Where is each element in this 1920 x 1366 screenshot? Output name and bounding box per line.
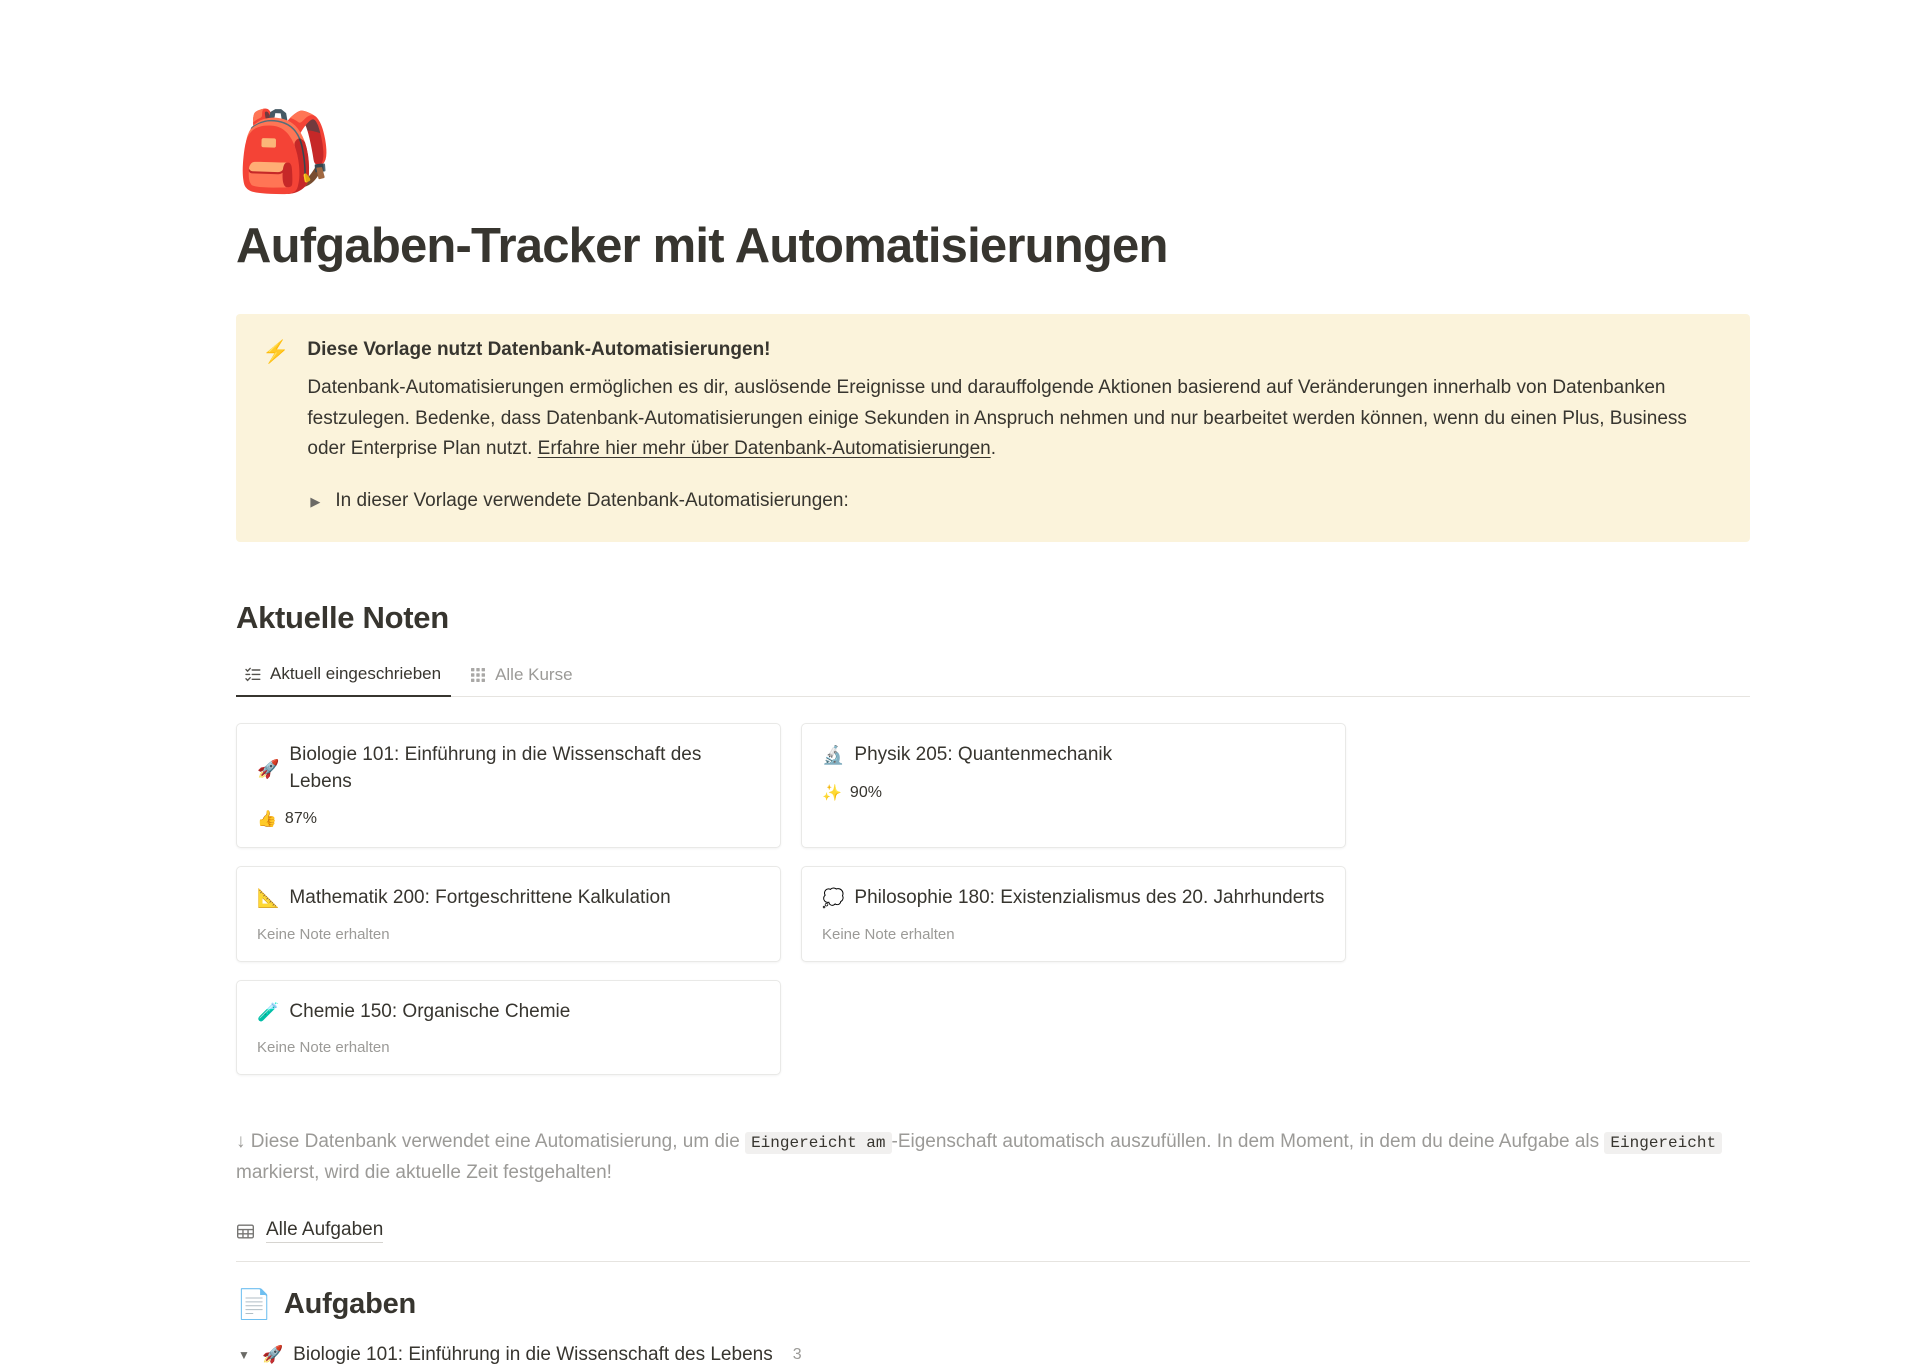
- automation-hint-part3: markierst, wird die aktuelle Zeit festgehalten!: [236, 1162, 612, 1184]
- course-grade: [822, 926, 1325, 943]
- tasks-database-title[interactable]: [236, 1288, 1750, 1322]
- thought-balloon-icon: 💭: [822, 888, 845, 909]
- callout-body: [307, 336, 1722, 515]
- page-title[interactable]: Aufgaben-Tracker mit Automatisierungen: [236, 219, 1168, 273]
- arrow-down-icon: ↓: [236, 1131, 246, 1153]
- microscope-icon: 🔬: [822, 745, 845, 766]
- automations-toggle-label: In dieser Vorlage verwendete Datenbank-Automatisierungen:: [335, 490, 849, 512]
- database-view-tabs: [236, 656, 1750, 697]
- tab-label: Alle Kurse: [495, 665, 573, 685]
- grade-value: 90%: [849, 783, 882, 801]
- course-card[interactable]: [236, 723, 781, 848]
- tab-aktuell-eingeschrieben[interactable]: [236, 657, 451, 697]
- all-tasks-link-label: Alle Aufgaben: [266, 1219, 383, 1243]
- sparkles-icon: ✨: [822, 784, 842, 802]
- course-name: Chemie 150: Organische Chemie: [289, 1000, 571, 1022]
- tab-alle-kurse[interactable]: [461, 658, 582, 696]
- course-card-title: [257, 885, 760, 912]
- course-grade: [822, 783, 1325, 803]
- automations-toggle[interactable]: [307, 487, 1722, 516]
- callout-text: [307, 373, 1722, 465]
- rocket-icon: 🚀: [257, 758, 280, 779]
- grade-value: Keine Note erhalten: [257, 925, 390, 943]
- page-content: [110, 0, 1810, 1366]
- grade-value: Keine Note erhalten: [822, 925, 955, 943]
- task-group-count: 3: [792, 1345, 802, 1363]
- automation-callout: [236, 314, 1750, 541]
- property-code-eingereicht: Eingereicht: [1604, 1132, 1722, 1154]
- course-card[interactable]: [236, 980, 781, 1076]
- automation-hint: [236, 1127, 1750, 1189]
- property-code-eingereicht-am: Eingereicht am: [745, 1132, 891, 1154]
- course-card[interactable]: [801, 723, 1346, 848]
- page-document-icon: 📄: [236, 1288, 272, 1321]
- rocket-icon: 🚀: [262, 1344, 284, 1364]
- course-grade: [257, 926, 760, 943]
- courses-gallery: [236, 723, 1750, 1075]
- table-icon: [236, 1222, 254, 1240]
- course-grade: [257, 1039, 760, 1056]
- callout-text-part1: Datenbank-Automatisierungen ermöglichen es dir, auslösende Ereignisse und darauffolgende Aktionen basierend auf Veränderungen innerhalb von Datenbanken festzulegen. Bedenke, dass Datenbank-Automatisierungen einige Sekunden in Anspruch nehmen und nur bearbeitet werden können, wenn du einen Plus, Business oder Enterprise Plan nutzt.: [307, 376, 1687, 460]
- chevron-down-icon[interactable]: ▼: [238, 1347, 250, 1362]
- course-name: Physik 205: Quantenmechanik: [854, 743, 1113, 765]
- grade-value: 87%: [284, 810, 317, 828]
- chevron-right-icon[interactable]: ▶: [310, 493, 321, 509]
- course-card-title: [257, 999, 760, 1026]
- tasks-database-title-label: Aufgaben: [283, 1288, 417, 1321]
- course-name: Mathematik 200: Fortgeschrittene Kalkulation: [289, 887, 671, 909]
- course-card-title: [822, 742, 1325, 769]
- all-tasks-link[interactable]: [236, 1219, 1750, 1262]
- course-name: Philosophie 180: Existenzialismus des 20. Jahrhunderts: [854, 887, 1325, 909]
- test-tube-icon: 🧪: [257, 1002, 280, 1023]
- callout-text-part3: .: [990, 438, 997, 460]
- page-icon-backpack-icon[interactable]: 🎒: [236, 107, 334, 195]
- course-name: Biologie 101: Einführung in die Wissenschaft des Lebens: [289, 743, 702, 792]
- course-card-title: [257, 742, 760, 795]
- gallery-view-icon: [469, 666, 487, 684]
- task-group-row[interactable]: [236, 1344, 1750, 1366]
- course-card[interactable]: [236, 866, 781, 962]
- automation-hint-part1: Diese Datenbank verwendet eine Automatisierung, um die: [250, 1131, 740, 1153]
- course-card[interactable]: [801, 866, 1346, 962]
- thumbs-up-icon: 👍: [257, 811, 277, 829]
- tab-label: Aktuell eingeschrieben: [270, 664, 442, 684]
- grade-value: Keine Note erhalten: [257, 1039, 390, 1057]
- automation-hint-part2: -Eigenschaft automatisch auszufüllen. In dem Moment, in dem du deine Aufgabe als: [891, 1131, 1600, 1153]
- course-card-title: [822, 885, 1325, 912]
- course-grade: [257, 809, 760, 829]
- triangular-ruler-icon: 📐: [257, 888, 280, 909]
- list-view-icon: [244, 665, 262, 683]
- lightning-bolt-icon: ⚡: [262, 339, 290, 365]
- callout-title: Diese Vorlage nutzt Datenbank-Automatisierungen!: [307, 339, 771, 361]
- task-group-label: Biologie 101: Einführung in die Wissenschaft des Lebens: [293, 1343, 773, 1365]
- automation-help-link[interactable]: Erfahre hier mehr über Datenbank-Automatisierungen: [537, 438, 991, 460]
- grades-section-title[interactable]: Aktuelle Noten: [236, 599, 449, 635]
